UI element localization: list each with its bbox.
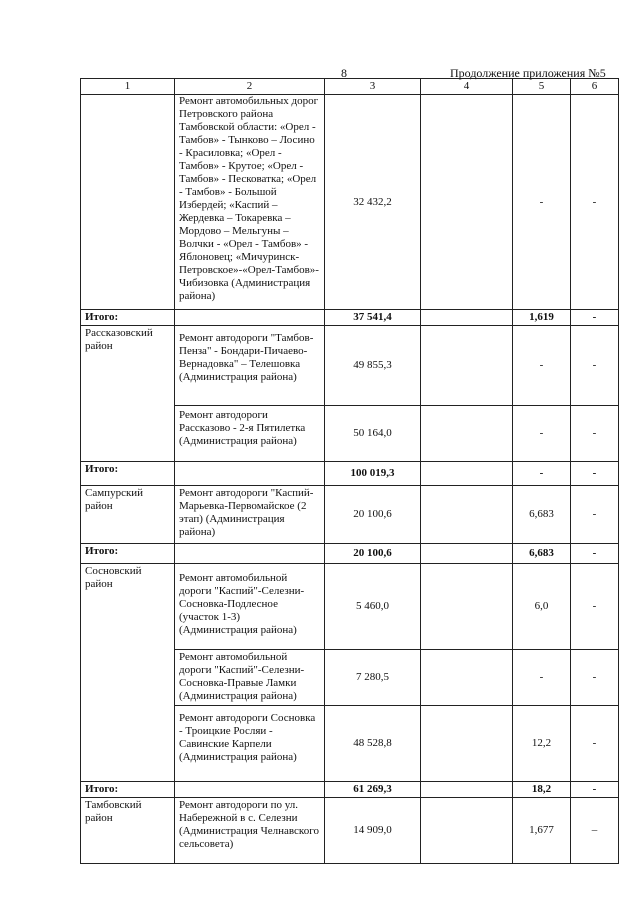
total-row	[81, 462, 619, 486]
total-label: Итого:	[81, 462, 175, 486]
table-row	[81, 326, 619, 406]
continuation-caption: Продолжение приложения №5	[450, 66, 606, 80]
district-cell	[81, 95, 175, 310]
amount-cell: 49 855,3	[325, 326, 421, 406]
col6-cell: -	[571, 782, 619, 798]
work-description-cell: Ремонт автодороги по ул. Набережной в с. Селезни (Администрация Челнавского сельсовета)	[175, 798, 325, 864]
col6-cell: -	[571, 544, 619, 564]
work-description-cell: Ремонт автомобильной дороги "Каспий"-Селезни-Сосновка-Подлесное (участок 1-3) (Администрация района)	[175, 564, 325, 650]
table-row	[81, 95, 619, 310]
col6-cell: -	[571, 650, 619, 706]
empty-cell	[421, 798, 513, 864]
amount-cell: 5 460,0	[325, 564, 421, 650]
empty-cell	[421, 564, 513, 650]
length-cell: -	[513, 95, 571, 310]
district-cell: Тамбовский район	[81, 798, 175, 864]
total-row	[81, 782, 619, 798]
empty-cell	[421, 406, 513, 462]
column-number: 3	[325, 79, 421, 95]
total-amount: 61 269,3	[325, 782, 421, 798]
table-row	[81, 486, 619, 544]
empty-cell	[421, 706, 513, 782]
col6-cell: -	[571, 706, 619, 782]
col6-cell: -	[571, 406, 619, 462]
page-number: 8	[341, 66, 347, 80]
total-label: Итого:	[81, 782, 175, 798]
empty-cell	[421, 95, 513, 310]
table-row	[81, 798, 619, 864]
total-row	[81, 544, 619, 564]
empty-cell	[421, 650, 513, 706]
col6-cell: -	[571, 95, 619, 310]
empty-cell	[175, 544, 325, 564]
total-amount: 100 019,3	[325, 462, 421, 486]
total-amount: 37 541,4	[325, 310, 421, 326]
amount-cell: 48 528,8	[325, 706, 421, 782]
work-description-cell: Ремонт автодороги "Тамбов-Пенза" - Бондари-Пичаево-Вернадовка" – Телешовка (Администрация района)	[175, 326, 325, 406]
col6-cell: -	[571, 564, 619, 650]
empty-cell	[421, 326, 513, 406]
column-number-row	[81, 79, 619, 95]
amount-cell: 14 909,0	[325, 798, 421, 864]
work-description-cell: Ремонт автодороги Рассказово - 2-я Пятилетка (Администрация района)	[175, 406, 325, 462]
column-number: 1	[81, 79, 175, 95]
length-cell: 6,683	[513, 486, 571, 544]
empty-cell	[175, 310, 325, 326]
column-number: 5	[513, 79, 571, 95]
total-row	[81, 310, 619, 326]
empty-cell	[421, 486, 513, 544]
empty-cell	[421, 782, 513, 798]
amount-cell: 50 164,0	[325, 406, 421, 462]
length-cell: -	[513, 650, 571, 706]
total-label: Итого:	[81, 310, 175, 326]
table-row	[81, 564, 619, 650]
total-amount: 20 100,6	[325, 544, 421, 564]
col6-cell: –	[571, 798, 619, 864]
amount-cell: 7 280,5	[325, 650, 421, 706]
column-number: 4	[421, 79, 513, 95]
total-length: 1,619	[513, 310, 571, 326]
amount-cell: 20 100,6	[325, 486, 421, 544]
work-description-cell: Ремонт автодороги "Каспий-Марьевка-Первомайское (2 этап) (Администрация района)	[175, 486, 325, 544]
column-number: 6	[571, 79, 619, 95]
appendix-table	[80, 78, 619, 864]
empty-cell	[421, 544, 513, 564]
total-length: 18,2	[513, 782, 571, 798]
empty-cell	[421, 310, 513, 326]
column-number: 2	[175, 79, 325, 95]
length-cell: -	[513, 406, 571, 462]
empty-cell	[175, 782, 325, 798]
work-description-cell: Ремонт автомобильных дорог Петровского района Тамбовской области: «Орел - Тамбов» - Тынково – Лосино - Красиловка; «Орел - Тамбов» - Крутое; «Орел - Тамбов» - Песковатка; «Орел - Тамбов» - Большой Избердей; «Каспий – Жердевка – Токаревка – Мордово – Мельгуны – Волчки - «Орел - Тамбов» - Яблоновец; «Мичуринск-Петровское»-«Орел-Тамбов»-Чибизовка (Администрация района)	[175, 95, 325, 310]
col6-cell: -	[571, 486, 619, 544]
empty-cell	[175, 462, 325, 486]
length-cell: 1,677	[513, 798, 571, 864]
district-cell: Сосновский район	[81, 564, 175, 782]
length-cell: 12,2	[513, 706, 571, 782]
length-cell: -	[513, 326, 571, 406]
length-cell: 6,0	[513, 564, 571, 650]
district-cell: Сампурский район	[81, 486, 175, 544]
district-cell: Рассказовский район	[81, 326, 175, 462]
col6-cell: -	[571, 310, 619, 326]
total-label: Итого:	[81, 544, 175, 564]
empty-cell	[421, 462, 513, 486]
amount-cell: 32 432,2	[325, 95, 421, 310]
total-length: 6,683	[513, 544, 571, 564]
total-length: -	[513, 462, 571, 486]
col6-cell: -	[571, 326, 619, 406]
col6-cell: -	[571, 462, 619, 486]
work-description-cell: Ремонт автодороги Сосновка - Троицкие Росляи - Савинские Карпели (Администрация района)	[175, 706, 325, 782]
work-description-cell: Ремонт автомобильной дороги "Каспий"-Селезни-Сосновка-Правые Ламки (Администрация района)	[175, 650, 325, 706]
